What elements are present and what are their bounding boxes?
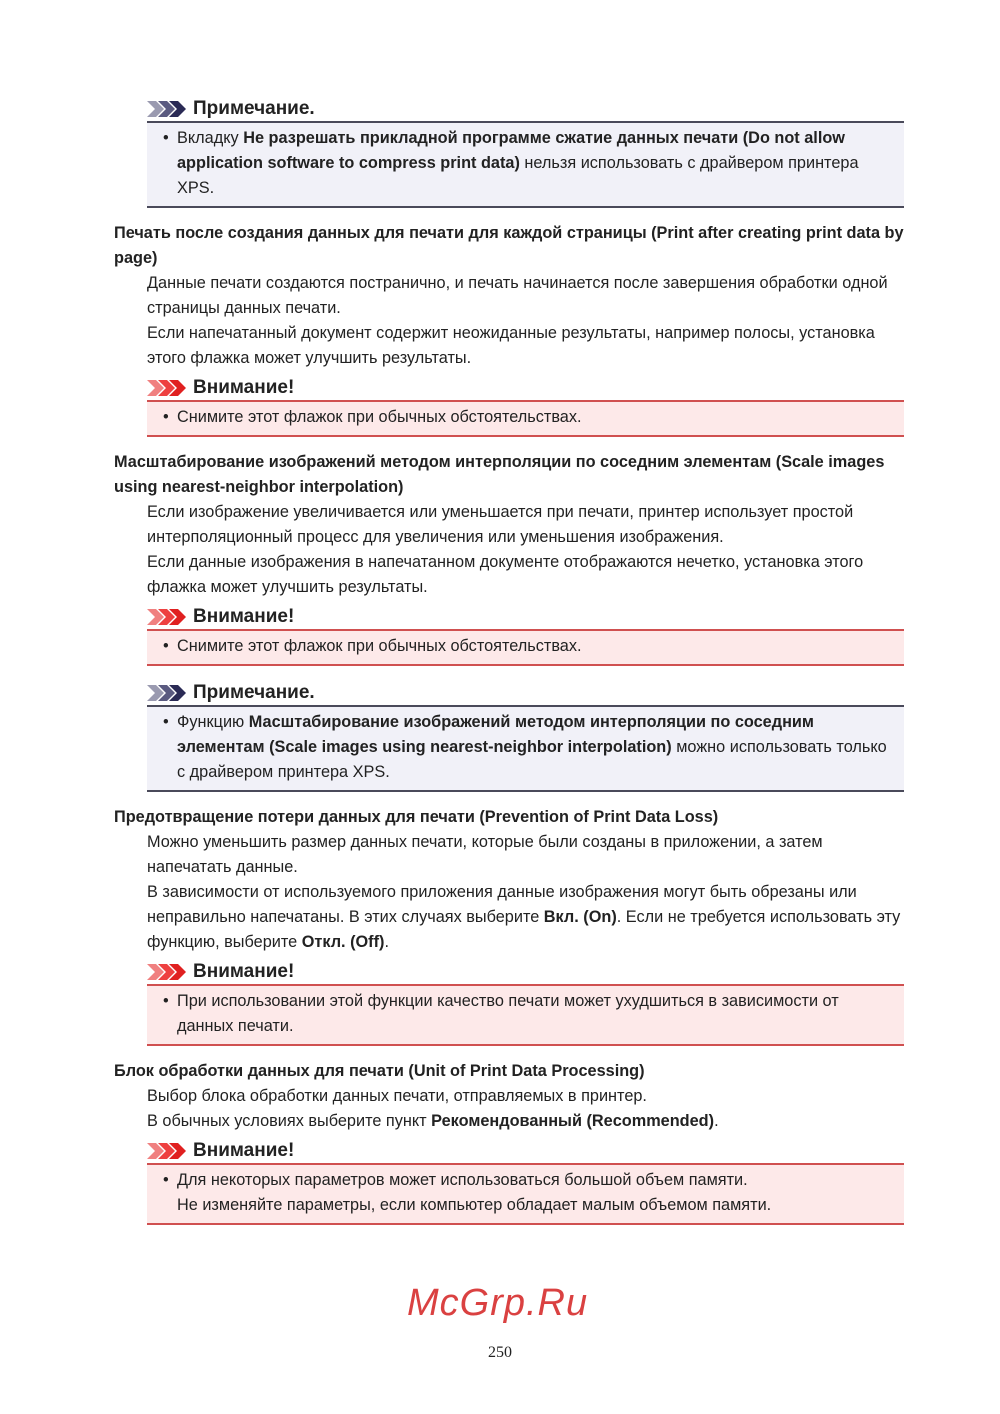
bold-text: Вкл. (On) bbox=[543, 908, 617, 926]
text: Функцию bbox=[177, 713, 249, 731]
callout-header bbox=[147, 1138, 904, 1163]
bold-text: Откл. (Off) bbox=[301, 933, 385, 951]
paragraph bbox=[147, 830, 904, 880]
callout-header bbox=[147, 680, 904, 705]
callout-body bbox=[147, 400, 904, 437]
callout-header bbox=[147, 96, 904, 121]
bullet-icon: • bbox=[163, 1171, 169, 1189]
list-item bbox=[163, 989, 890, 1039]
warning-callout bbox=[147, 1138, 904, 1225]
warning-arrows-icon bbox=[147, 609, 193, 625]
callout-title: Внимание! bbox=[193, 605, 295, 627]
warning-callout bbox=[147, 959, 904, 1046]
note-arrows-icon bbox=[147, 685, 193, 701]
text: Данные печати создаются постранично, и печать начинается после завершения обработки одной страницы данных печати. bbox=[147, 274, 888, 317]
paragraph bbox=[147, 500, 904, 550]
note-callout bbox=[147, 96, 904, 208]
text: Снимите этот флажок при обычных обстоятельствах. bbox=[177, 637, 582, 655]
callout-title: Внимание! bbox=[193, 960, 295, 982]
list-item bbox=[163, 126, 890, 201]
callout-body bbox=[147, 121, 904, 208]
section-heading: Блок обработки данных для печати (Unit of Print Data Processing) bbox=[114, 1062, 645, 1080]
text: В зависимости от используемого приложения данные изображения могут быть обрезаны или неправильно напечатаны. В этих случаях выберите bbox=[147, 883, 857, 926]
text: Снимите этот флажок при обычных обстоятельствах. bbox=[177, 408, 582, 426]
list-item bbox=[177, 1193, 890, 1218]
text: Не изменяйте параметры, если компьютер обладает малым объемом памяти. bbox=[177, 1196, 772, 1214]
document-body bbox=[114, 96, 904, 1225]
warning-callout bbox=[147, 604, 904, 666]
note-arrows-icon bbox=[147, 101, 193, 117]
text: . bbox=[714, 1112, 719, 1130]
bold-text: Масштабирование изображений методом интерполяции по соседним элементам (Scale images using nearest-neighbor interpolation) bbox=[177, 713, 814, 756]
list-item bbox=[163, 634, 890, 659]
text: Если изображение увеличивается или уменьшается при печати, принтер использует простой интерполяционный процесс для увеличения или уменьшения изображения. bbox=[147, 503, 854, 546]
callout-header bbox=[147, 375, 904, 400]
callout-title: Примечание. bbox=[193, 681, 315, 703]
callout-body bbox=[147, 1163, 904, 1225]
paragraph bbox=[147, 271, 904, 321]
paragraph bbox=[147, 880, 904, 955]
section-heading: Масштабирование изображений методом интерполяции по соседним элементам (Scale images using nearest-neighbor interpolation) bbox=[114, 453, 885, 496]
bullet-icon: • bbox=[163, 713, 169, 731]
text: нельзя использовать с драйвером принтера XPS. bbox=[177, 154, 859, 197]
text: Можно уменьшить размер данных печати, которые были созданы в приложении, а затем напечатать данные. bbox=[147, 833, 823, 876]
callout-title: Примечание. bbox=[193, 97, 315, 119]
callout-body bbox=[147, 629, 904, 666]
text: Выбор блока обработки данных печати, отправляемых в принтер. bbox=[147, 1087, 647, 1105]
page-number: 250 bbox=[488, 1344, 512, 1361]
text: При использовании этой функции качество печати может ухудшиться в зависимости от данных печати. bbox=[177, 992, 839, 1035]
callout-body bbox=[147, 984, 904, 1046]
warning-callout bbox=[147, 375, 904, 437]
callout-header bbox=[147, 959, 904, 984]
bullet-icon: • bbox=[163, 992, 169, 1010]
callout-title: Внимание! bbox=[193, 1139, 295, 1161]
text: можно использовать только с драйвером принтера XPS. bbox=[177, 738, 887, 781]
watermark: McGrp.Ru bbox=[407, 1282, 589, 1324]
text: Если данные изображения в напечатанном документе отображаются нечетко, установка этого флажка может улучшить результаты. bbox=[147, 553, 864, 596]
text: Если напечатанный документ содержит неожиданные результаты, например полосы, установка этого флажка может улучшить результаты. bbox=[147, 324, 875, 367]
paragraph bbox=[147, 1084, 904, 1109]
paragraph bbox=[147, 321, 904, 371]
paragraph bbox=[147, 550, 904, 600]
warning-arrows-icon bbox=[147, 1143, 193, 1159]
bold-text: Не разрешать прикладной программе сжатие данных печати (Do not allow application software to compress print data) bbox=[177, 129, 845, 172]
text: Вкладку bbox=[177, 129, 244, 147]
callout-title: Внимание! bbox=[193, 376, 295, 398]
callout-body bbox=[147, 705, 904, 792]
warning-arrows-icon bbox=[147, 380, 193, 396]
note-callout bbox=[147, 680, 904, 792]
list-item bbox=[163, 405, 890, 430]
text: . Если не требуется использовать эту функцию, выберите bbox=[147, 908, 901, 951]
paragraph bbox=[147, 1109, 904, 1134]
bullet-icon: • bbox=[163, 408, 169, 426]
text: В обычных условиях выберите пункт bbox=[147, 1112, 432, 1130]
list-item bbox=[163, 710, 890, 785]
bold-text: Рекомендованный (Recommended) bbox=[431, 1112, 715, 1130]
text: Для некоторых параметров может использоваться большой объем памяти. bbox=[177, 1171, 748, 1189]
bullet-icon: • bbox=[163, 637, 169, 655]
section-heading: Печать после создания данных для печати для каждой страницы (Print after creating print data by page) bbox=[114, 224, 904, 267]
callout-header bbox=[147, 604, 904, 629]
list-item bbox=[163, 1168, 890, 1193]
warning-arrows-icon bbox=[147, 964, 193, 980]
bullet-icon: • bbox=[163, 129, 169, 147]
section-heading: Предотвращение потери данных для печати (Prevention of Print Data Loss) bbox=[114, 808, 719, 826]
text: . bbox=[384, 933, 389, 951]
